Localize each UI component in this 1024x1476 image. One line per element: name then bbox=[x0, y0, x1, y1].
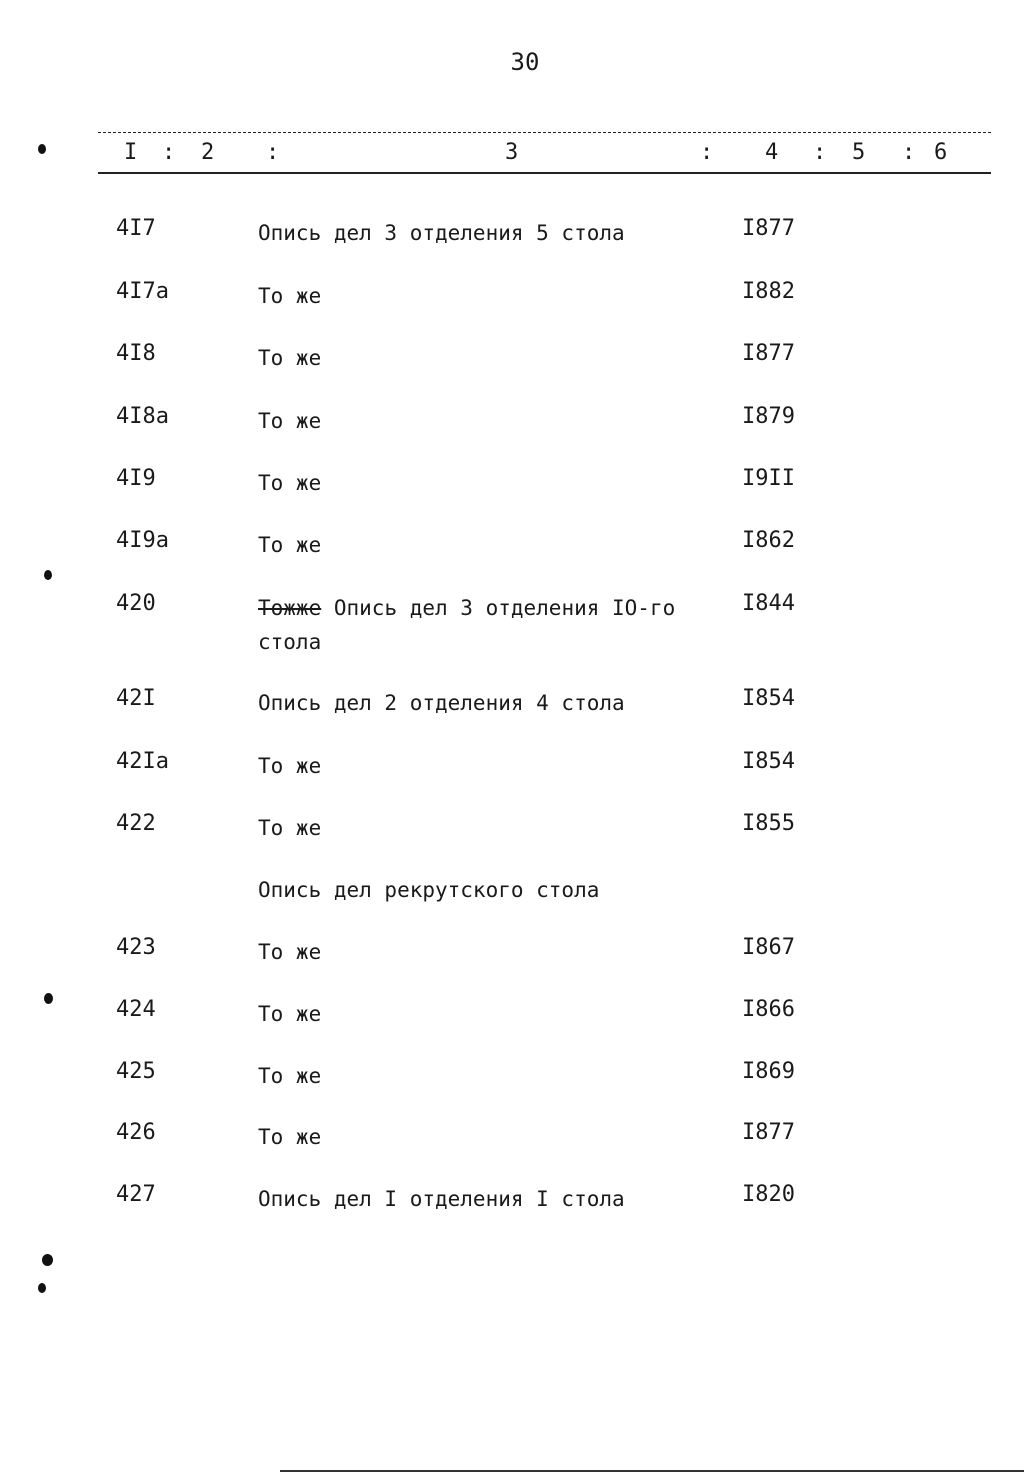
case-year: I844 bbox=[742, 591, 795, 616]
header-col-5: 5 bbox=[852, 140, 866, 165]
case-description: То же bbox=[258, 1064, 322, 1088]
description-text: Опись дел 3 отделения IO-го стола bbox=[258, 596, 676, 654]
case-number: 42I bbox=[116, 686, 156, 711]
case-description: То же bbox=[258, 940, 322, 964]
case-description: То же bbox=[258, 471, 322, 495]
binder-hole-mark bbox=[38, 144, 46, 154]
case-number: 4I8 bbox=[116, 341, 156, 366]
header-top-rule bbox=[98, 132, 991, 133]
case-description: То же bbox=[258, 284, 322, 308]
header-bottom-rule bbox=[98, 172, 991, 174]
struck-text: Тожже bbox=[258, 596, 322, 620]
header-sep-2: : bbox=[266, 140, 280, 165]
case-number: 422 bbox=[116, 811, 156, 836]
case-number: 4I7 bbox=[116, 216, 156, 241]
case-year: I867 bbox=[742, 935, 795, 960]
case-number: 4I8а bbox=[116, 404, 169, 429]
case-description: То же bbox=[258, 533, 322, 557]
case-year: I9II bbox=[742, 466, 795, 491]
case-number: 423 bbox=[116, 935, 156, 960]
case-description: То же bbox=[258, 1125, 322, 1149]
case-description: То же bbox=[258, 409, 322, 433]
case-number: 420 bbox=[116, 591, 156, 616]
case-number: 425 bbox=[116, 1059, 156, 1084]
case-description: Опись дел 3 отделения 5 стола bbox=[258, 221, 625, 245]
case-number: 4I9 bbox=[116, 466, 156, 491]
case-year: I877 bbox=[742, 216, 795, 241]
case-year: I855 bbox=[742, 811, 795, 836]
case-year: I854 bbox=[742, 686, 795, 711]
case-number: 4I7а bbox=[116, 279, 169, 304]
case-year: I862 bbox=[742, 528, 795, 553]
case-year: I866 bbox=[742, 997, 795, 1022]
header-sep-3: : bbox=[700, 140, 714, 165]
section-heading: Опись дел рекрутского стола bbox=[258, 878, 600, 902]
case-year: I877 bbox=[742, 341, 795, 366]
header-sep-4: : bbox=[813, 140, 827, 165]
case-year: I882 bbox=[742, 279, 795, 304]
header-col-1: I bbox=[124, 140, 138, 165]
header-col-3: 3 bbox=[505, 140, 519, 165]
case-description: То же bbox=[258, 754, 322, 778]
binder-hole-mark bbox=[42, 1254, 53, 1266]
case-number: 427 bbox=[116, 1182, 156, 1207]
binder-hole-mark bbox=[38, 1283, 46, 1293]
case-description: То же bbox=[258, 816, 322, 840]
case-number: 424 bbox=[116, 997, 156, 1022]
case-description: То же bbox=[258, 346, 322, 370]
header-col-6: 6 bbox=[934, 140, 948, 165]
case-year: I877 bbox=[742, 1120, 795, 1145]
binder-hole-mark bbox=[44, 993, 53, 1004]
binder-hole-mark bbox=[44, 570, 52, 580]
page-number: 30 bbox=[510, 48, 540, 76]
page-bottom-edge bbox=[280, 1470, 1024, 1472]
case-year: I879 bbox=[742, 404, 795, 429]
case-number: 42Iа bbox=[116, 749, 169, 774]
header-col-2: 2 bbox=[201, 140, 215, 165]
case-description: То же bbox=[258, 1002, 322, 1026]
case-number: 426 bbox=[116, 1120, 156, 1145]
case-year: I869 bbox=[742, 1059, 795, 1084]
case-description bbox=[258, 591, 718, 659]
header-sep-5: : bbox=[902, 140, 916, 165]
case-year: I854 bbox=[742, 749, 795, 774]
header-col-4: 4 bbox=[765, 140, 779, 165]
case-description: Опись дел I отделения I стола bbox=[258, 1187, 625, 1211]
case-year: I820 bbox=[742, 1182, 795, 1207]
case-number: 4I9а bbox=[116, 528, 169, 553]
case-description: Опись дел 2 отделения 4 стола bbox=[258, 691, 625, 715]
header-sep-1: : bbox=[162, 140, 176, 165]
